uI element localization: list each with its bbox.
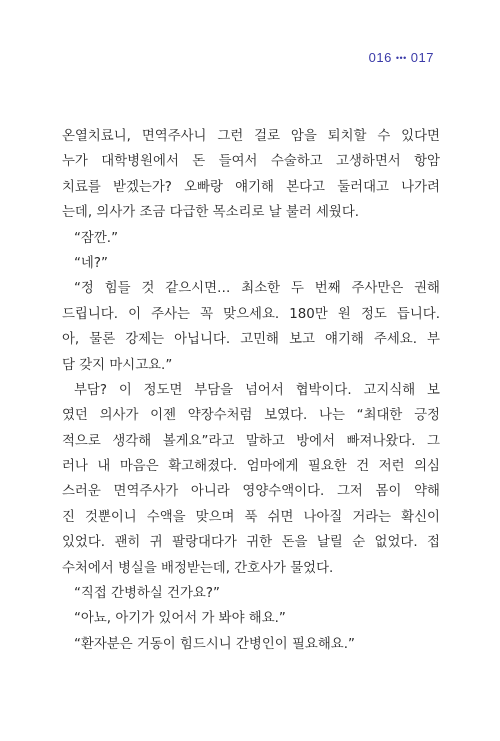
text-line: 였던 의사가 이젠 약장수처럼 보였다. 나는 “최대한 긍정 (62, 408, 440, 424)
page-number (369, 50, 434, 65)
text-line: 적으로 생각해 볼게요”라고 말하고 방에서 빠져나왔다. 그 (62, 433, 440, 449)
text-line: 수처에서 병실을 배정받는데, 간호사가 물었다. (62, 560, 334, 576)
text-line: 누가 대학병원에서 돈 들여서 수술하고 고생하면서 항암 (62, 154, 440, 170)
text-line: 드립니다. 이 주사는 꼭 맞으세요. 180만 원 정도 듭니다. (62, 306, 440, 322)
page-number-separator: ••• (395, 53, 407, 63)
text-line: 부담? 이 정도면 부담을 넘어서 협박이다. 고지식해 보 (74, 382, 440, 398)
text-line: “잠깐.” (74, 230, 119, 246)
page-number-left: 016 (368, 50, 392, 65)
text-line: “정 힘들 것 같으시면… 최소한 두 번째 주사만은 권해 (74, 281, 440, 297)
text-line: 진 것뿐이니 수액을 맞으며 푹 쉬면 나아질 거라는 확신이 (62, 509, 440, 525)
body-text (62, 124, 440, 657)
text-line: 온열치료니, 면역주사니 그런 걸로 암을 퇴치할 수 있다면 (62, 129, 440, 144)
text-line: 있었다. 괜히 귀 팔랑대다가 귀한 돈을 날릴 순 없었다. 접 (62, 535, 440, 551)
text-line: “환자분은 거동이 힘드시니 간병인이 필요해요.” (74, 636, 355, 652)
text-line: 아, 물론 강제는 아닙니다. 고민해 보고 얘기해 주세요. 부 (62, 332, 440, 348)
text-line: 스러운 면역주사가 아니라 영양수액이다. 그저 몸이 약해 (62, 484, 440, 500)
text-line: 는데, 의사가 조금 다급한 목소리로 날 불러 세웠다. (62, 205, 360, 221)
page-number-right: 017 (410, 50, 434, 65)
text-line: “네?” (74, 255, 108, 271)
text-line: “아뇨, 아기가 있어서 가 봐야 해요.” (74, 611, 286, 627)
text-line: “직접 간병하실 건가요?” (74, 586, 220, 602)
text-line: 담 갖지 마시고요.” (62, 357, 173, 373)
text-line: 치료를 받겠는가? 오빠랑 얘기해 본다고 둘러대고 나가려 (62, 179, 440, 195)
text-line: 러나 내 마음은 확고해졌다. 엄마에게 필요한 건 저런 의심 (62, 459, 440, 475)
